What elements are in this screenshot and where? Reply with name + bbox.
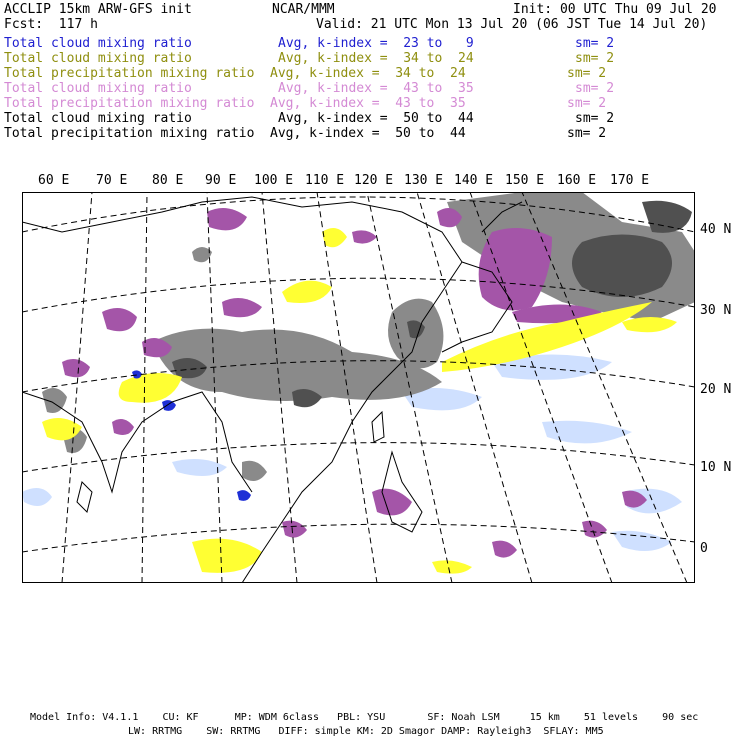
plot-title: ACCLIP 15km ARW-GFS init [4,2,192,17]
legend-field: Total precipitation mixing ratio [4,126,255,141]
legend-smoothing: sm= 2 [575,111,615,126]
legend-smoothing: sm= 2 [575,81,615,96]
legend-smoothing: sm= 2 [575,36,615,51]
legend-field: Total cloud mixing ratio [4,51,192,66]
lon-label: 150 E [505,173,545,188]
legend-field: Total precipitation mixing ratio [4,96,255,111]
legend-avg: Avg, k-index = 43 to 35 [278,81,474,96]
lon-label: 60 E [38,173,70,188]
lat-label: 0 [700,541,708,556]
lon-label: 90 E [205,173,237,188]
legend-field: Total cloud mixing ratio [4,81,192,96]
valid-time: Valid: 21 UTC Mon 13 Jul 20 (06 JST Tue 14 Jul 20) [316,17,708,32]
legend-avg: Avg, k-index = 23 to 9 [278,36,474,51]
lon-label: 170 E [610,173,650,188]
lat-label: 40 N [700,222,732,237]
legend-avg: Avg, k-index = 34 to 24 [278,51,474,66]
legend-avg: Avg, k-index = 43 to 35 [270,96,466,111]
map-panel [22,192,695,583]
legend-avg: Avg, k-index = 50 to 44 [278,111,474,126]
legend-avg: Avg, k-index = 50 to 44 [270,126,466,141]
model-info-line1: Model Info: V4.1.1 CU: KF MP: WDM 6class PBL: YSU SF: Noah LSM 15 km 51 levels 90 sec [30,712,699,723]
lon-label: 140 E [454,173,494,188]
init-time: Init: 00 UTC Thu 09 Jul 20 [513,2,717,17]
forecast-hour: Fcst: 117 h [4,17,98,32]
legend-smoothing: sm= 2 [567,96,607,111]
lon-label: 160 E [557,173,597,188]
legend-avg: Avg, k-index = 34 to 24 [270,66,466,81]
legend-smoothing: sm= 2 [567,66,607,81]
legend-field: Total cloud mixing ratio [4,36,192,51]
lon-label: 120 E [354,173,394,188]
lat-label: 20 N [700,382,732,397]
lon-label: 70 E [96,173,128,188]
model-info-line2: LW: RRTMG SW: RRTMG DIFF: simple KM: 2D Smagor DAMP: Rayleigh3 SFLAY: MM5 [128,726,604,737]
legend-smoothing: sm= 2 [567,126,607,141]
legend-field: Total precipitation mixing ratio [4,66,255,81]
organization-label: NCAR/MMM [272,2,335,17]
legend-field: Total cloud mixing ratio [4,111,192,126]
lat-label: 30 N [700,303,732,318]
lat-label: 10 N [700,460,732,475]
lon-label: 110 E [305,173,345,188]
lon-label: 100 E [254,173,294,188]
lon-label: 80 E [152,173,184,188]
lon-label: 130 E [404,173,444,188]
legend-smoothing: sm= 2 [575,51,615,66]
